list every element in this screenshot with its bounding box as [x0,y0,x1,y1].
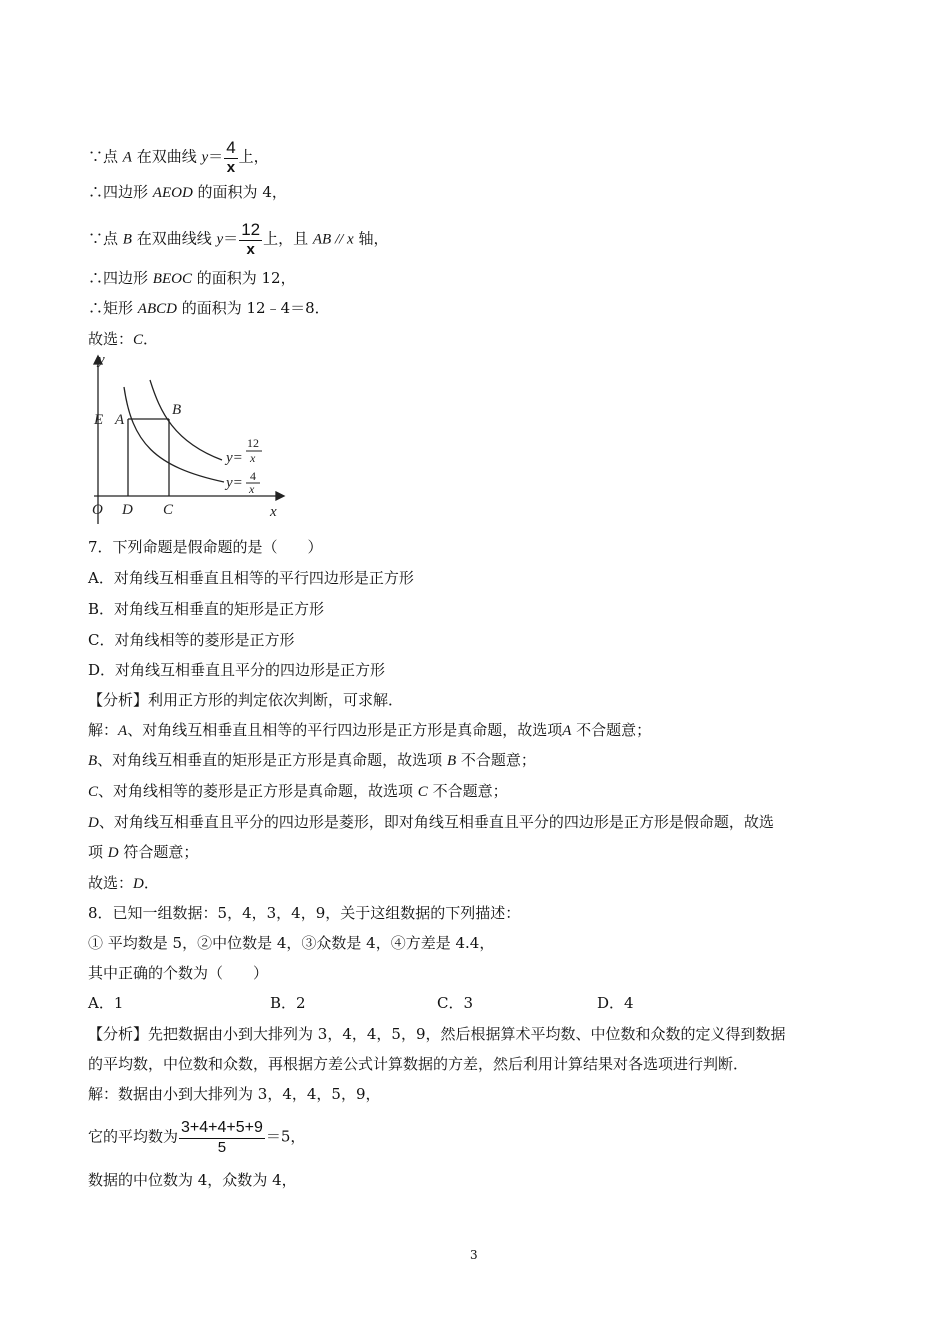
var: D [133,876,144,892]
text: 故选： [88,330,134,348]
solution-line [88,298,330,319]
text: 不合题意； [427,782,508,800]
denominator: 5 [217,1139,227,1156]
text: ＝ [208,147,224,166]
svg-text:4: 4 [250,469,256,483]
text: ∴矩形 [88,299,138,317]
text: ＝5， [265,1127,306,1146]
solution-line [88,1118,305,1157]
text: 故选： [88,874,134,892]
var: D [107,845,119,861]
svg-text:x: x [270,504,277,520]
analysis: 【分析】先把数据由小到大排列为 3，4，4，5，9，然后根据算术平均数、中位数和众数的定义得到数据 [88,1025,786,1043]
analysis: 的平均数，中位数和众数，再根据方差公式计算数据的方差，然后利用计算结果对各选项进行判断． [88,1055,749,1073]
figure-svg [84,352,294,527]
text: 在双曲线线 [131,229,217,248]
var: AEOD [152,185,193,201]
text: 符合题意； [118,843,199,861]
solution-line [88,268,296,289]
solution-line: 数据的中位数为 4，众数为 4， [88,1171,297,1189]
solution-line: 解：数据由小到大排列为 3，4，4，5，9， [88,1085,381,1103]
svg-text:y=: y= [226,450,243,466]
option-c: C．对角线相等的菱形是正方形 [88,631,295,649]
text: 项 [88,843,108,861]
answer-line [88,329,158,350]
page-number: 3 [470,1248,478,1262]
solution-line [88,138,269,177]
text: 、对角线互相垂直且平分的四边形是菱形，即对角线互相垂直且平分的四边形是正方形是假命题，故选 [98,813,774,831]
text: 、对角线互相垂直且相等的平行四边形是正方形是真命题，故选项 [127,721,563,739]
var: C [417,784,428,800]
solution-line [88,781,508,802]
fraction [224,138,237,177]
solution-line [88,720,651,741]
question-items: ① 平均数是 5，②中位数是 4，③众数是 4，④方差是 4.4， [88,934,495,952]
var: A [118,723,128,739]
var: D [88,815,99,831]
var: AB // x [312,231,354,248]
text: 轴， [353,229,389,248]
text: ＝ [223,229,239,248]
var: A [122,149,132,166]
var: A [562,723,572,739]
denominator: x [226,159,236,176]
text: 上， [238,147,269,166]
option-d: D．对角线互相垂直且平分的四边形是正方形 [88,661,386,679]
text: 解： [88,721,119,739]
denominator: x [246,241,255,258]
option-a: A．1 [88,994,124,1012]
fraction [239,220,262,259]
text: ∴四边形 [88,269,153,287]
text: 它的平均数为 [88,1127,179,1146]
svg-text:y=: y= [226,475,243,491]
var: C [133,332,144,348]
option-b: B．2 [270,994,306,1012]
var: BEOC [152,271,192,287]
svg-text:E: E [94,412,104,428]
fraction [179,1118,265,1157]
var: ABCD [137,301,177,317]
svg-text:12: 12 [247,436,259,450]
text: 的面积为 12﹣4＝8． [176,299,330,317]
question-ask: 其中正确的个数为（ ） [88,964,269,982]
option-c: C．3 [437,994,474,1012]
solution-line [88,182,287,203]
var: B [122,231,132,248]
solution-line [88,812,774,833]
numerator: 4 [226,138,236,157]
text: ． [143,330,159,348]
text: ∵点 [88,147,123,166]
var: B [446,753,457,769]
text: 的面积为 4， [192,183,287,201]
solution-line [88,842,198,863]
text: 上，且 [263,229,313,248]
svg-text:x: x [249,482,255,496]
text: 不合题意； [571,721,652,739]
svg-text:C: C [163,502,174,518]
text: 在双曲线 [131,147,202,166]
text: 不合题意； [456,751,536,769]
text: 、对角线相等的菱形是正方形是真命题，故选项 [98,782,418,800]
numerator: 3+4+4+5+9 [179,1118,265,1139]
text: 的面积为 12， [191,269,296,287]
solution-line [88,220,389,259]
option-d: D．4 [597,994,634,1012]
var: C [88,784,99,800]
var: B [88,753,98,769]
axis-y-label: y [98,352,105,368]
option-b: B．对角线互相垂直的矩形是正方形 [88,600,325,618]
question-stem: 8．已知一组数据：5，4，3，4，9，关于这组数据的下列描述： [88,904,521,922]
text: ∴四边形 [88,183,153,201]
solution-line [88,750,536,771]
svg-text:A: A [115,412,125,428]
text: 、对角线互相垂直的矩形是正方形是真命题，故选项 [97,751,447,769]
svg-text:x: x [250,451,256,465]
option-a: A．对角线互相垂直且相等的平行四边形是正方形 [88,569,414,587]
text: ∵点 [88,229,123,248]
question-stem: 7．下列命题是假命题的是（ ） [88,538,323,556]
svg-text:B: B [172,402,182,418]
numerator: 12 [241,220,261,239]
svg-text:O: O [92,502,103,518]
analysis: 【分析】利用正方形的判定依次判断，可求解． [88,691,404,709]
var: y [216,231,224,248]
var: y [201,149,209,166]
hyperbola-figure [84,352,294,527]
text: ． [143,874,159,892]
svg-text:D: D [122,502,133,518]
answer-line [88,873,159,894]
